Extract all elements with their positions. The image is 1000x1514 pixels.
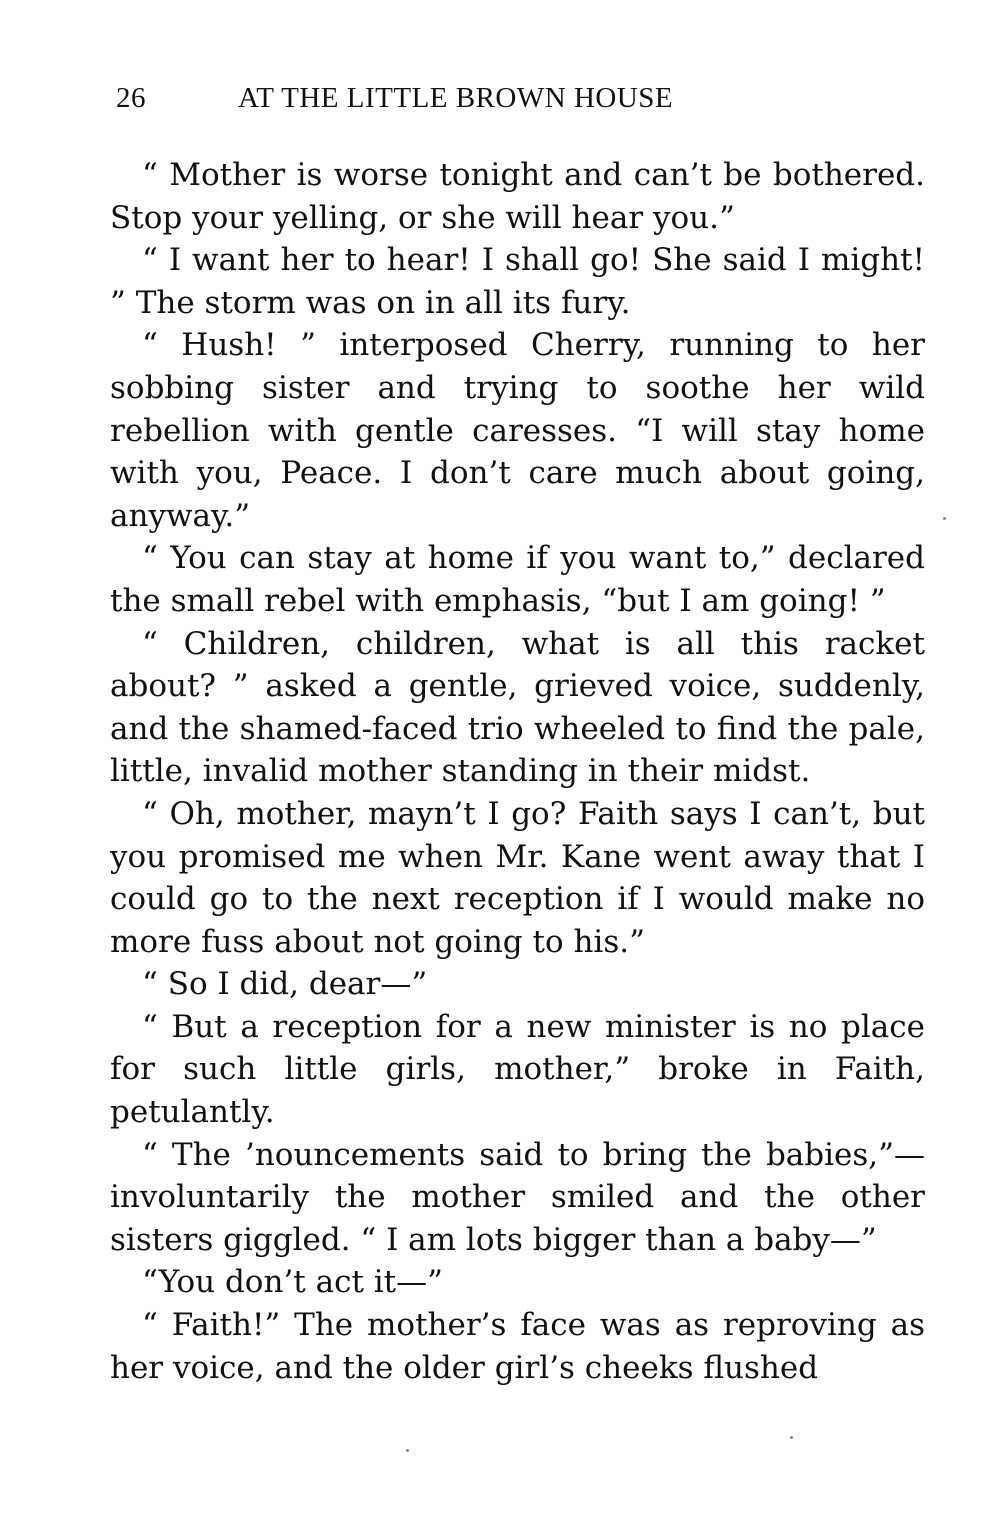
print-speck [790, 1436, 793, 1439]
page-number: 26 [116, 82, 146, 114]
paragraph: “ Children, children, what is all this racket about? ” asked a gentle, grieved voice, suddenly, and the shamed-faced trio wheeled to find the pale, little, invalid mother standing in their midst. [110, 625, 925, 790]
print-speck [943, 517, 946, 520]
print-speck [406, 1449, 409, 1452]
running-title: AT THE LITTLE BROWN HOUSE [238, 82, 674, 114]
paragraph: “ So I did, dear—” [142, 966, 428, 1003]
paragraph: “ But a reception for a new minister is no place for such little girls, mother,” broke in Faith, petulantly. [110, 1008, 925, 1131]
paragraph: “ Mother is worse tonight and can’t be bothered. Stop your yelling, or she will hear you.” [110, 157, 925, 236]
book-page [110, 78, 925, 1389]
paragraph: “You don’t act it—” [142, 1264, 443, 1301]
body-text [110, 154, 925, 1389]
paragraph: “ Faith!” The mother’s face was as reproving as her voice, and the older girl’s cheeks flushed [110, 1307, 925, 1386]
paragraph: “ Oh, mother, mayn’t I go? Faith says I can’t, but you promised me when Mr. Kane went away that I could go to the next reception if I would make no more fuss about not going to his.” [110, 795, 925, 960]
paragraph: “ Hush! ” interposed Cherry, running to her sobbing sister and trying to soothe her wild rebellion with gentle caresses. “I will stay home with you, Peace. I don’t care much about going, anyway.” [110, 327, 925, 534]
running-head [110, 78, 925, 122]
paragraph: “ I want her to hear! I shall go! She said I might! ” The storm was on in all its fury. [110, 242, 925, 321]
paragraph: “ You can stay at home if you want to,” declared the small rebel with emphasis, “but I am going! ” [110, 540, 925, 619]
paragraph: “ The ’nouncements said to bring the babies,”—involuntarily the mother smiled and the other sisters giggled. “ I am lots bigger than a baby—” [110, 1136, 925, 1258]
